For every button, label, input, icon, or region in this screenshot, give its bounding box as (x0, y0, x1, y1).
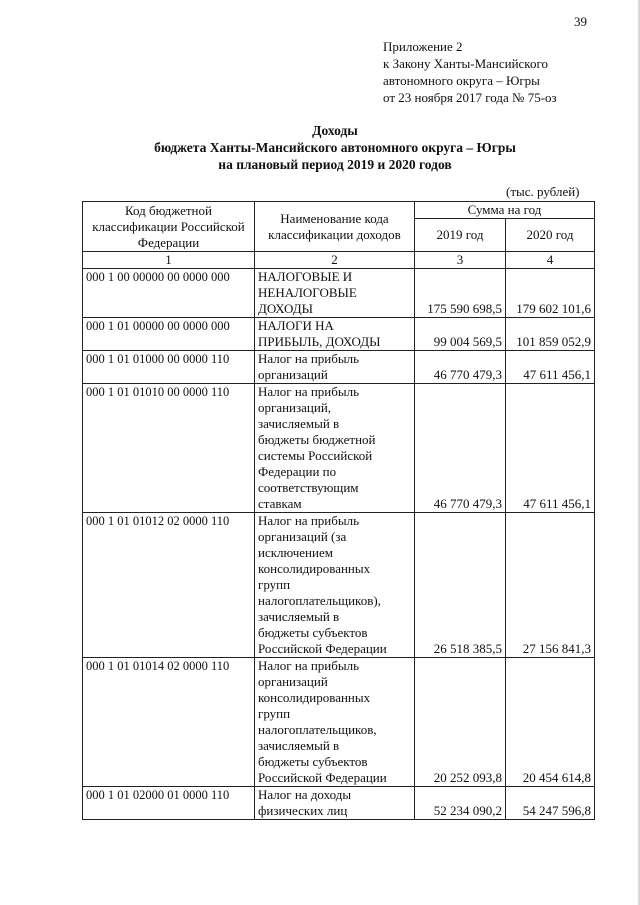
appendix-line: автономного округа – Югры (383, 73, 540, 88)
appendix-reference (383, 38, 557, 106)
appendix-line: от 23 ноября 2017 года № 75-оз (383, 90, 557, 105)
header-name: Наименование кода классификации доходов (255, 202, 415, 252)
revenue-name-line: бюджеты субъектов (258, 754, 368, 769)
revenue-name-cell (255, 351, 415, 384)
revenue-name-line: групп (258, 577, 291, 592)
revenue-name-line: консолидированных (258, 690, 371, 705)
revenue-name-line: ДОХОДЫ (258, 301, 313, 316)
revenue-name-line: системы Российской (258, 448, 373, 463)
table-row (83, 384, 595, 513)
amount-2020-cell: 27 156 841,3 (506, 513, 595, 658)
table-row (83, 318, 595, 351)
table-row (83, 787, 595, 820)
revenue-name-line: организаций (258, 367, 328, 382)
revenue-name-line: зачисляемый в (258, 416, 340, 431)
table-row (83, 269, 595, 318)
amount-2020-cell: 47 611 456,1 (506, 384, 595, 513)
revenue-name-line: Налог на прибыль (258, 351, 359, 366)
column-number: 3 (415, 252, 506, 269)
revenue-name-cell (255, 513, 415, 658)
budget-code-cell: 000 1 00 00000 00 0000 000 (83, 269, 255, 318)
document-title (100, 122, 570, 173)
amount-2020-cell: 179 602 101,6 (506, 269, 595, 318)
table-row (83, 351, 595, 384)
revenue-name-cell (255, 787, 415, 820)
revenue-name-cell (255, 318, 415, 351)
revenue-name-line: НЕНАЛОГОВЫЕ (258, 285, 357, 300)
amount-2020-cell: 101 859 052,9 (506, 318, 595, 351)
revenue-name-line: налогоплательщиков), (258, 593, 381, 608)
amount-2020-cell: 20 454 614,8 (506, 658, 595, 787)
revenue-name-line: НАЛОГОВЫЕ И (258, 269, 353, 284)
column-number: 4 (506, 252, 595, 269)
revenue-name-line: Налог на прибыль (258, 658, 359, 673)
revenue-name-cell (255, 269, 415, 318)
appendix-line: к Закону Ханты-Мансийского (383, 56, 548, 71)
revenue-name-line: ставкам (258, 496, 302, 511)
column-number: 2 (255, 252, 415, 269)
table-row (83, 513, 595, 658)
header-year-2020: 2020 год (506, 219, 595, 252)
budget-code-cell: 000 1 01 01000 00 0000 110 (83, 351, 255, 384)
revenue-name-line: зачисляемый в (258, 609, 340, 624)
revenue-name-line: Налог на прибыль (258, 384, 359, 399)
revenue-name-line: ПРИБЫЛЬ, ДОХОДЫ (258, 334, 381, 349)
revenue-name-line: бюджеты субъектов (258, 625, 368, 640)
revenue-name-line: физических лиц (258, 803, 348, 818)
budget-code-cell: 000 1 01 01012 02 0000 110 (83, 513, 255, 658)
title-line: на плановый период 2019 и 2020 годов (218, 157, 452, 172)
revenue-name-line: бюджеты бюджетной (258, 432, 376, 447)
amount-2019-cell: 26 518 385,5 (415, 513, 506, 658)
amount-2019-cell: 99 004 569,5 (415, 318, 506, 351)
revenue-name-line: соответствующим (258, 480, 359, 495)
revenue-name-line: Российской Федерации (258, 770, 387, 785)
revenue-table (82, 201, 595, 820)
revenue-name-line: консолидированных (258, 561, 371, 576)
units-note: (тыс. рублей) (506, 184, 580, 199)
amount-2020-cell: 47 611 456,1 (506, 351, 595, 384)
revenue-name-line: Налог на доходы (258, 787, 352, 802)
title-line: бюджета Ханты-Мансийского автономного округа – Югры (154, 140, 516, 155)
revenue-name-line: НАЛОГИ НА (258, 318, 334, 333)
budget-code-cell: 000 1 01 01010 00 0000 110 (83, 384, 255, 513)
revenue-name-line: организаций (за (258, 529, 347, 544)
budget-code-cell: 000 1 01 02000 01 0000 110 (83, 787, 255, 820)
column-number: 1 (83, 252, 255, 269)
revenue-name-line: Федерации по (258, 464, 337, 479)
table-row (83, 658, 595, 787)
amount-2019-cell: 46 770 479,3 (415, 384, 506, 513)
table-body (83, 269, 595, 820)
revenue-name-line: организаций (258, 674, 328, 689)
revenue-name-line: исключением (258, 545, 333, 560)
revenue-name-cell (255, 384, 415, 513)
amount-2019-cell: 46 770 479,3 (415, 351, 506, 384)
page-number: 39 (574, 14, 587, 29)
title-line: Доходы (312, 123, 358, 138)
appendix-line: Приложение 2 (383, 39, 463, 54)
amount-2019-cell: 20 252 093,8 (415, 658, 506, 787)
revenue-name-line: налогоплательщиков, (258, 722, 377, 737)
revenue-name-line: Российской Федерации (258, 641, 387, 656)
budget-code-cell: 000 1 01 00000 00 0000 000 (83, 318, 255, 351)
amount-2020-cell: 54 247 596,8 (506, 787, 595, 820)
revenue-name-line: зачисляемый в (258, 738, 340, 753)
header-year-2019: 2019 год (415, 219, 506, 252)
revenue-name-cell (255, 658, 415, 787)
revenue-name-line: организаций, (258, 400, 332, 415)
amount-2019-cell: 52 234 090,2 (415, 787, 506, 820)
budget-code-cell: 000 1 01 01014 02 0000 110 (83, 658, 255, 787)
header-code: Код бюджетной классификации Российской Федерации (83, 202, 255, 252)
amount-2019-cell: 175 590 698,5 (415, 269, 506, 318)
revenue-name-line: групп (258, 706, 291, 721)
revenue-name-line: Налог на прибыль (258, 513, 359, 528)
header-sum: Сумма на год (415, 202, 595, 219)
